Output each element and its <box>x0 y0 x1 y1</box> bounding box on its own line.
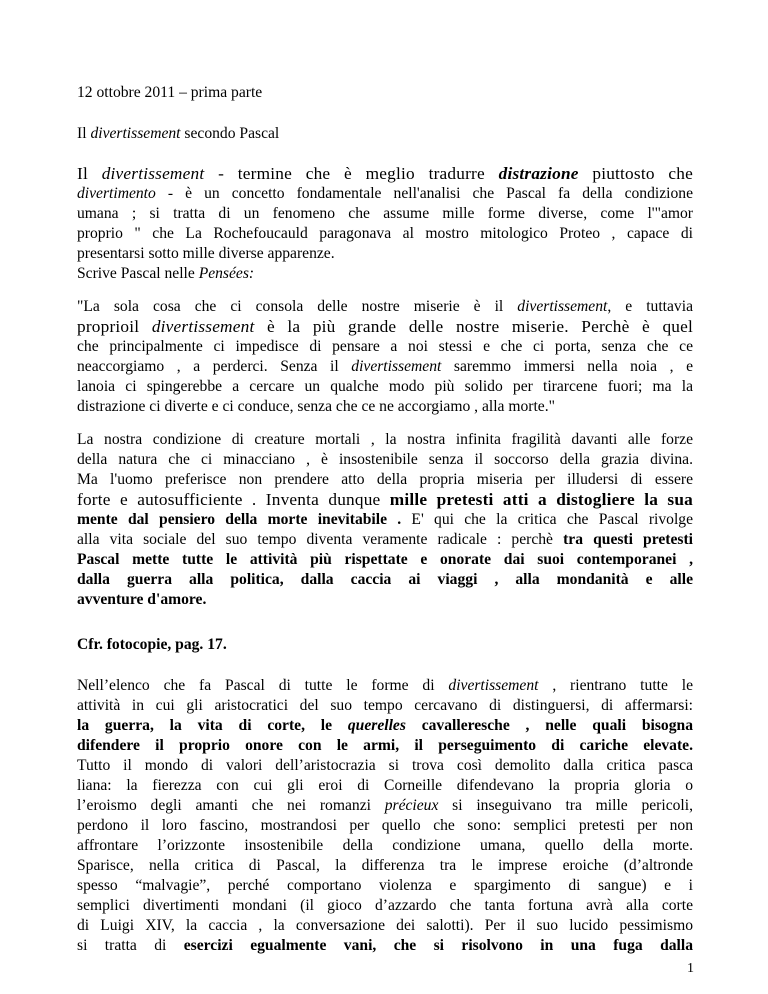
p3-line-14: si tratta di esercizi egualmente vani, che si risolvono in una fuga dalla <box>77 937 694 954</box>
quote-line-1: "La sola cosa che ci consola delle nostre miserie è il divertissement, e tuttavia <box>77 298 693 315</box>
p3-line-4: difendere il proprio onore con le armi, il perseguimento di cariche elevate. <box>77 737 693 754</box>
date-text: 12 ottobre 2011 – prima parte <box>77 84 263 101</box>
paragraph-intro <box>77 164 693 284</box>
p3-line-7: l’eroismo degli amanti che nei romanzi précieux si inseguivano tra mille pericoli, <box>77 797 693 814</box>
p3-line-3: la guerra, la vita di corte, le querelles cavalleresche , nelle quali bisogna <box>77 717 693 734</box>
pascal-quote <box>77 297 693 417</box>
quote-line-3: che principalmente ci impedisce di pensare a noi stessi e che ci porta, senza che ce <box>77 338 693 355</box>
p3-line-12: semplici divertimenti mondani (il gioco d’azzardo che tanta fortuna avrà alla corte <box>77 897 693 914</box>
p3-line-1: Nell’elenco che fa Pascal di tutte le forme di divertissement , rientrano tutte le <box>77 677 693 694</box>
p2-line-4: forte e autosufficiente . Inventa dunque mille pretesti atti a distogliere la sua <box>77 490 693 509</box>
page-number: 1 <box>687 961 694 976</box>
p2-line-6: alla vita sociale del suo tempo diventa veramente radicale : perchè tra questi pretesti <box>77 531 693 548</box>
p3-line-9: affrontare l’orizzonte insostenibile della condizione umana, quello della morte. <box>77 837 693 854</box>
p2-line-8: dalla guerra alla politica, dalla caccia ai viaggi , alla mondanità e alle <box>77 571 693 588</box>
p2-line-5: mente dal pensiero della morte inevitabile . E' qui che la critica che Pascal rivolge <box>77 511 693 528</box>
intro-line-6: Scrive Pascal nelle Pensées: <box>77 265 255 282</box>
p2-line-3: Ma l'uomo preferisce non prendere atto della propria miseria per illudersi di essere <box>77 471 693 488</box>
intro-line-2: divertimento - è un concetto fondamentale nell'analisi che Pascal fa della condizione <box>77 185 693 202</box>
page-title <box>77 124 693 144</box>
p3-line-5: Tutto il mondo di valori dell’aristocrazia si trova così demolito dalla critica pasca <box>77 757 693 774</box>
intro-line-3: umana ; si tratta di un fenomeno che assume mille forme diverse, come l'"amor <box>77 205 693 222</box>
cfr-text: Cfr. fotocopie, pag. 17. <box>77 636 227 653</box>
intro-line-4: proprio " che La Rochefoucauld paragonava al mostro mitologico Proteo , capace di <box>77 225 693 242</box>
p2-line-2: della natura che ci minacciano , è insostenibile senza il soccorso della grazia divina. <box>77 451 693 468</box>
p3-line-10: Sparisce, nella critica di Pascal, la differenza tra le imprese eroiche (d’altronde <box>77 857 693 874</box>
p3-line-11: spesso “malvagie”, perché comportano violenza e spargimento di sangue) e i <box>77 877 693 894</box>
intro-line-1: Il divertissement - termine che è meglio tradurre distrazione piuttosto che <box>77 164 693 183</box>
paragraph-condition <box>77 430 693 610</box>
paragraph-aristocracy <box>77 676 693 956</box>
cfr-reference <box>77 635 693 655</box>
p3-line-6: liana: la fierezza con cui gli eroi di Corneille difendevano la propria gloria o <box>77 777 693 794</box>
p2-line-7: Pascal mette tutte le attività più rispettate e onorate dai suoi contemporanei , <box>77 551 693 568</box>
title-italic-word: divertissement <box>90 125 181 142</box>
intro-line-5: presentarsi sotto mille diverse apparenze. <box>77 245 335 262</box>
p2-line-9: avventure d'amore. <box>77 591 207 608</box>
p3-line-2: attività in cui gli aristocratici del suo tempo cercavano di distinguersi, di affermarsi: <box>77 697 693 714</box>
quote-line-2: proprioil divertissement è la più grande delle nostre miserie. Perchè è quel <box>77 317 693 336</box>
date-line <box>77 83 693 103</box>
quote-line-4: neaccorgiamo , a perderci. Senza il divertissement saremmo immersi nella noia , e <box>77 358 693 375</box>
p3-line-8: perdono il loro fascino, mostrandosi per quello che sono: semplici pretesti per non <box>77 817 693 834</box>
p3-line-13: di Luigi XIV, la caccia , la conversazione dei salotti). Per il suo lucido pessimismo <box>77 917 693 934</box>
title-line: Il divertissement secondo Pascal <box>77 125 280 142</box>
quote-line-6: distrazione ci diverte e ci conduce, senza che ce ne accorgiamo , alla morte." <box>77 398 555 415</box>
quote-line-5: lanoia ci spingerebbe a cercare un qualche modo più solido per tirarcene fuori; ma la <box>77 378 693 395</box>
p2-line-1: La nostra condizione di creature mortali , la nostra infinita fragilità davanti alle forze <box>77 431 693 448</box>
